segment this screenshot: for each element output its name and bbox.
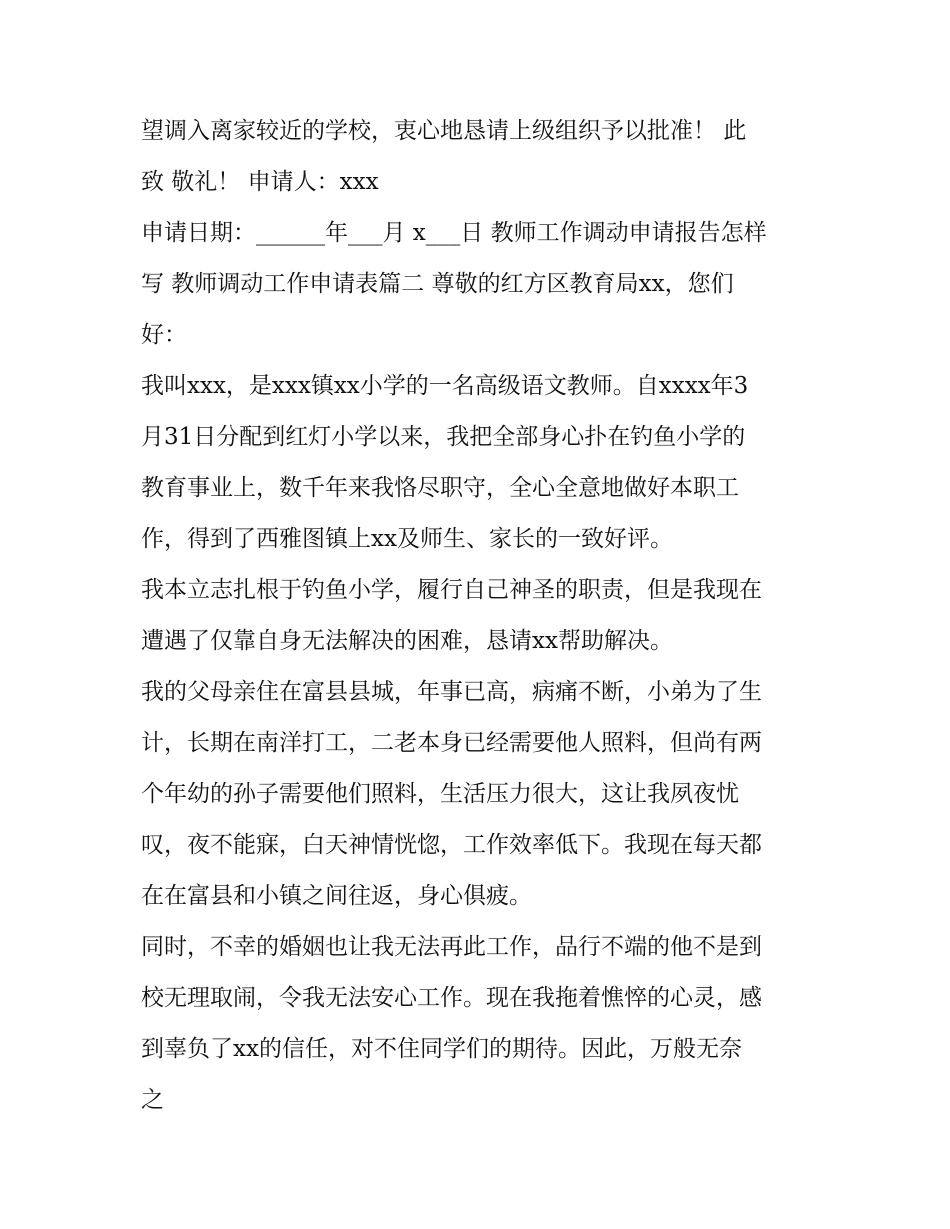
text-line: 我的父母亲住在富县县城，年事已高，病痛不断，小弟为了生 bbox=[141, 679, 762, 705]
text-line: 写 教师调动工作申请表篇二 尊敬的红方区教育局xx，您们 bbox=[141, 271, 734, 297]
text-line: 叹，夜不能寐，白天神情恍惚，工作效率低下。我现在每天都 bbox=[141, 832, 762, 858]
text-line: 好： bbox=[141, 322, 187, 348]
text-line: 在在富县和小镇之间往返，身心俱疲。 bbox=[141, 883, 532, 909]
text-line: 我本立志扎根于钓鱼小学，履行自己神圣的职责，但是我现在 bbox=[141, 577, 762, 603]
text-line: 致 敬礼！ 申请人：xxx bbox=[141, 169, 379, 195]
text-line: 望调入离家较近的学校，衷心地恳请上级组织予以批准！ 此 bbox=[141, 118, 747, 144]
text-line: 遭遇了仅靠自身无法解决的困难，恳请xx帮助解决。 bbox=[141, 628, 673, 654]
text-line: 同时，不幸的婚姻也让我无法再此工作，品行不端的他不是到 bbox=[141, 934, 762, 960]
text-line: 个年幼的孙子需要他们照料，生活压力很大，这让我夙夜忧 bbox=[141, 781, 739, 807]
document-body bbox=[141, 106, 821, 1126]
text-line: 教育事业上，数千年来我恪尽职守，全心全意地做好本职工 bbox=[141, 475, 739, 501]
text-line: 校无理取闹，令我无法安心工作。现在我拖着憔悴的心灵，感 bbox=[141, 985, 762, 1011]
text-line: 之 bbox=[141, 1087, 164, 1113]
text-line: 到辜负了xx的信任，对不住同学们的期待。因此，万般无奈 bbox=[141, 1036, 742, 1062]
text-line: 我叫xxx，是xxx镇xx小学的一名高级语文教师。自xxxx年3 bbox=[141, 373, 749, 399]
text-line: 申请日期：______年___月 x___日 教师工作调动申请报告怎样 bbox=[141, 220, 767, 246]
text-line: 计，长期在南洋打工，二老本身已经需要他人照料，但尚有两 bbox=[141, 730, 762, 756]
text-line: 月31日分配到红灯小学以来，我把全部身心扑在钓鱼小学的 bbox=[141, 424, 746, 450]
text-line: 作，得到了西雅图镇上xx及师生、家长的一致好评。 bbox=[141, 526, 673, 552]
